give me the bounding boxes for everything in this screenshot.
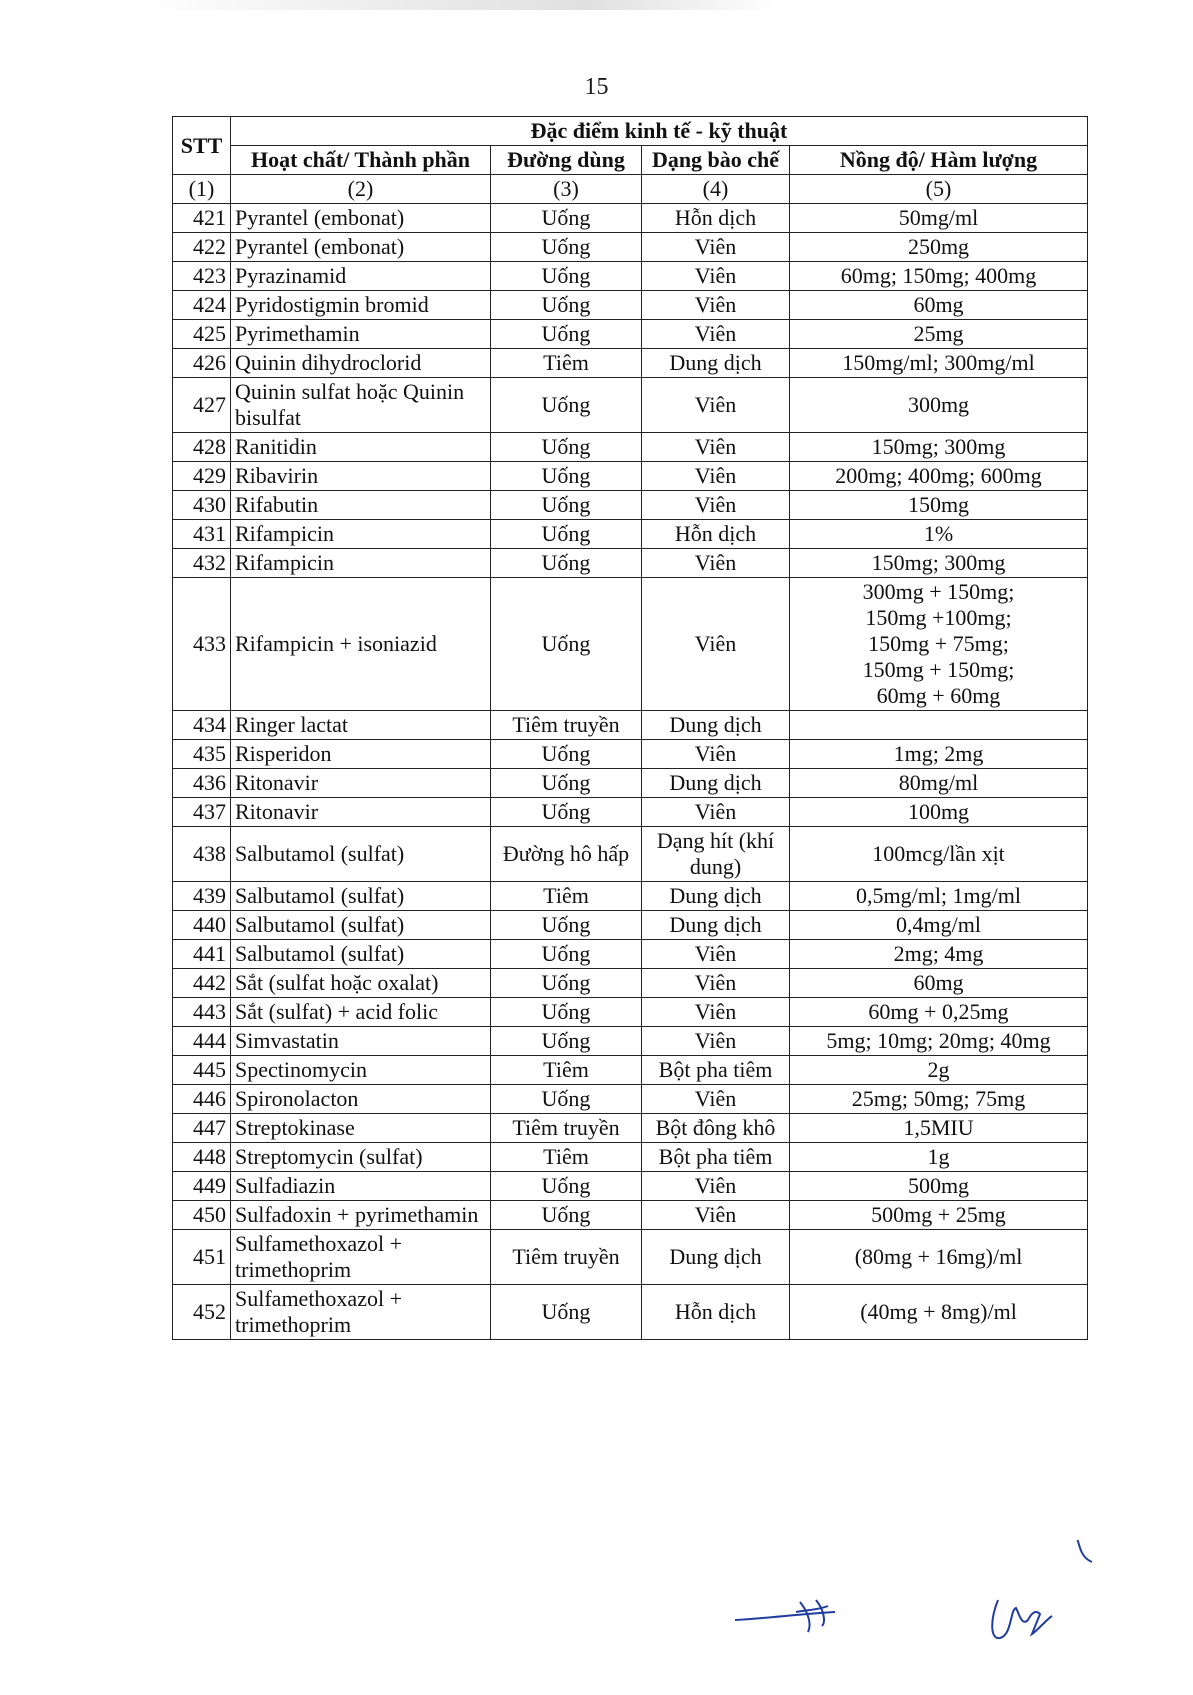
row-dosage-form: Bột pha tiêm [642, 1143, 790, 1172]
table-row [173, 520, 1088, 549]
row-concentration [790, 433, 1088, 462]
row-route: Uống [491, 969, 642, 998]
table-row [173, 1056, 1088, 1085]
concentration-line: 1mg; 2mg [893, 741, 984, 766]
concentration-line: 300mg + 150mg; [862, 579, 1015, 604]
row-dosage-form: Hỗn dịch [642, 520, 790, 549]
concentration-line: (40mg + 8mg)/ml [860, 1299, 1017, 1324]
row-ingredient: Sulfadoxin + pyrimethamin [231, 1201, 491, 1230]
row-ingredient: Sắt (sulfat hoặc oxalat) [231, 969, 491, 998]
row-stt: 446 [173, 1085, 231, 1114]
drug-list-table [172, 116, 1088, 1340]
row-route: Uống [491, 940, 642, 969]
table-row [173, 769, 1088, 798]
row-route: Tiêm [491, 882, 642, 911]
row-concentration [790, 911, 1088, 940]
header-group: Đặc điểm kinh tế - kỹ thuật [231, 117, 1088, 146]
row-route: Uống [491, 998, 642, 1027]
table-row [173, 740, 1088, 769]
row-ingredient: Sulfamethoxazol + trimethoprim [231, 1285, 491, 1340]
row-dosage-form: Dung dịch [642, 769, 790, 798]
concentration-line: 500mg [907, 1173, 970, 1198]
header-route: Đường dùng [491, 146, 642, 175]
row-dosage-form: Viên [642, 578, 790, 711]
row-dosage-form: Viên [642, 940, 790, 969]
concentration-line: 150mg + 150mg; [862, 657, 1015, 682]
row-stt: 434 [173, 711, 231, 740]
row-concentration [790, 378, 1088, 433]
row-stt: 435 [173, 740, 231, 769]
row-stt: 450 [173, 1201, 231, 1230]
page-number: 15 [584, 74, 609, 100]
row-concentration [790, 578, 1088, 711]
concentration-line: 1,5MIU [903, 1115, 974, 1140]
row-ingredient: Spectinomycin [231, 1056, 491, 1085]
row-route: Uống [491, 204, 642, 233]
row-stt: 421 [173, 204, 231, 233]
row-dosage-form: Viên [642, 291, 790, 320]
column-number-row [173, 175, 1088, 204]
table-row [173, 349, 1088, 378]
row-dosage-form: Viên [642, 969, 790, 998]
table-row [173, 827, 1088, 882]
row-stt: 444 [173, 1027, 231, 1056]
table-row [173, 491, 1088, 520]
concentration-line: 60mg; 150mg; 400mg [840, 263, 1037, 288]
row-concentration [790, 291, 1088, 320]
row-route: Uống [491, 911, 642, 940]
row-ingredient: Quinin sulfat hoặc Quinin bisulfat [231, 378, 491, 433]
row-concentration [790, 940, 1088, 969]
row-dosage-form: Bột pha tiêm [642, 1056, 790, 1085]
concentration-line: 25mg; 50mg; 75mg [851, 1086, 1026, 1111]
table-row [173, 940, 1088, 969]
row-dosage-form: Viên [642, 1172, 790, 1201]
concentration-line: 50mg/ml [898, 205, 979, 230]
row-concentration [790, 998, 1088, 1027]
table-row [173, 882, 1088, 911]
row-ingredient: Ritonavir [231, 798, 491, 827]
concentration-line: 25mg [913, 321, 964, 346]
row-dosage-form: Viên [642, 378, 790, 433]
row-stt: 448 [173, 1143, 231, 1172]
row-dosage-form: Viên [642, 1201, 790, 1230]
table-row [173, 320, 1088, 349]
row-route: Uống [491, 578, 642, 711]
row-concentration [790, 1230, 1088, 1285]
row-concentration [790, 769, 1088, 798]
row-route: Uống [491, 1085, 642, 1114]
row-dosage-form: Viên [642, 433, 790, 462]
row-route: Uống [491, 740, 642, 769]
row-concentration [790, 969, 1088, 998]
row-concentration [790, 491, 1088, 520]
row-route: Uống [491, 233, 642, 262]
row-concentration [790, 262, 1088, 291]
header-name: Hoạt chất/ Thành phần [231, 146, 491, 175]
row-stt: 431 [173, 520, 231, 549]
row-concentration [790, 520, 1088, 549]
row-route: Uống [491, 320, 642, 349]
row-stt: 425 [173, 320, 231, 349]
table-row [173, 911, 1088, 940]
row-concentration [790, 1143, 1088, 1172]
row-route: Tiêm truyền [491, 1114, 642, 1143]
row-route: Uống [491, 1285, 642, 1340]
concentration-line: (80mg + 16mg)/ml [854, 1244, 1023, 1269]
row-ingredient: Ribavirin [231, 462, 491, 491]
row-ingredient: Rifampicin [231, 520, 491, 549]
scan-artifact [140, 0, 780, 10]
table-row [173, 578, 1088, 711]
concentration-line: 60mg + 60mg [876, 683, 1001, 708]
signature-mark-left [735, 1600, 835, 1632]
row-stt: 429 [173, 462, 231, 491]
row-ingredient: Spironolacton [231, 1085, 491, 1114]
row-route: Uống [491, 1027, 642, 1056]
header-stt: STT [173, 117, 231, 175]
row-stt: 432 [173, 549, 231, 578]
row-concentration [790, 233, 1088, 262]
row-ingredient: Pyrazinamid [231, 262, 491, 291]
row-route: Uống [491, 769, 642, 798]
concentration-line: 250mg [907, 234, 970, 259]
row-stt: 445 [173, 1056, 231, 1085]
row-dosage-form: Viên [642, 233, 790, 262]
concentration-line: 2mg; 4mg [893, 941, 984, 966]
row-dosage-form: Dung dịch [642, 711, 790, 740]
row-ingredient: Sulfamethoxazol + trimethoprim [231, 1230, 491, 1285]
row-stt: 439 [173, 882, 231, 911]
table-row [173, 1114, 1088, 1143]
row-route: Tiêm truyền [491, 1230, 642, 1285]
row-ingredient: Salbutamol (sulfat) [231, 882, 491, 911]
signature-mark-right [992, 1600, 1052, 1638]
row-ingredient: Pyrantel (embonat) [231, 204, 491, 233]
row-stt: 451 [173, 1230, 231, 1285]
col-number: (5) [790, 175, 1088, 204]
row-concentration [790, 1085, 1088, 1114]
row-concentration [790, 349, 1088, 378]
concentration-line: 300mg [907, 392, 970, 417]
concentration-line: 150mg + 75mg; [868, 631, 1009, 656]
col-number: (1) [173, 175, 231, 204]
row-concentration [790, 1285, 1088, 1340]
row-stt: 423 [173, 262, 231, 291]
row-route: Uống [491, 462, 642, 491]
concentration-line: 1g [927, 1144, 950, 1169]
concentration-line: 80mg/ml [898, 770, 979, 795]
concentration-line: 60mg [913, 292, 964, 317]
row-stt: 443 [173, 998, 231, 1027]
table-row [173, 1172, 1088, 1201]
row-route: Đường hô hấp [491, 827, 642, 882]
row-ingredient: Rifampicin [231, 549, 491, 578]
row-stt: 449 [173, 1172, 231, 1201]
row-ingredient: Ringer lactat [231, 711, 491, 740]
row-dosage-form: Viên [642, 491, 790, 520]
table-header [173, 117, 1088, 204]
row-route: Tiêm truyền [491, 711, 642, 740]
col-number: (3) [491, 175, 642, 204]
row-dosage-form: Hỗn dịch [642, 204, 790, 233]
row-route: Uống [491, 291, 642, 320]
table-row [173, 1285, 1088, 1340]
row-dosage-form: Dung dịch [642, 1230, 790, 1285]
table-row [173, 1230, 1088, 1285]
concentration-line: 60mg [913, 970, 964, 995]
row-dosage-form: Viên [642, 1027, 790, 1056]
row-route: Uống [491, 491, 642, 520]
row-ingredient: Simvastatin [231, 1027, 491, 1056]
row-dosage-form: Viên [642, 549, 790, 578]
row-concentration [790, 1056, 1088, 1085]
row-stt: 424 [173, 291, 231, 320]
row-stt: 427 [173, 378, 231, 433]
row-concentration [790, 549, 1088, 578]
row-concentration [790, 462, 1088, 491]
row-concentration [790, 882, 1088, 911]
row-ingredient: Pyrimethamin [231, 320, 491, 349]
initial-mark-edge [1070, 1540, 1120, 1562]
row-route: Uống [491, 433, 642, 462]
table-row [173, 549, 1088, 578]
row-ingredient: Pyridostigmin bromid [231, 291, 491, 320]
row-dosage-form: Dung dịch [642, 349, 790, 378]
row-stt: 430 [173, 491, 231, 520]
row-dosage-form: Dung dịch [642, 911, 790, 940]
table-row [173, 798, 1088, 827]
row-concentration [790, 204, 1088, 233]
row-dosage-form: Viên [642, 998, 790, 1027]
row-ingredient: Rifabutin [231, 491, 491, 520]
concentration-line: 100mg [907, 799, 970, 824]
row-dosage-form: Viên [642, 262, 790, 291]
row-stt: 437 [173, 798, 231, 827]
table-row [173, 711, 1088, 740]
table-row [173, 998, 1088, 1027]
table-row [173, 969, 1088, 998]
concentration-line: 5mg; 10mg; 20mg; 40mg [826, 1028, 1051, 1053]
row-dosage-form: Dung dịch [642, 882, 790, 911]
row-route: Uống [491, 520, 642, 549]
row-stt: 442 [173, 969, 231, 998]
concentration-line: 1% [923, 521, 954, 546]
row-concentration [790, 320, 1088, 349]
row-route: Tiêm [491, 1143, 642, 1172]
concentration-line: 150mg +100mg; [865, 605, 1012, 630]
col-number: (2) [231, 175, 491, 204]
row-dosage-form: Viên [642, 740, 790, 769]
row-stt: 440 [173, 911, 231, 940]
row-concentration [790, 1201, 1088, 1230]
concentration-line: 2g [927, 1057, 950, 1082]
row-stt: 426 [173, 349, 231, 378]
row-stt: 438 [173, 827, 231, 882]
row-dosage-form: Dạng hít (khí dung) [642, 827, 790, 882]
col-number: (4) [642, 175, 790, 204]
row-route: Uống [491, 549, 642, 578]
row-route: Uống [491, 1201, 642, 1230]
concentration-line: 0,4mg/ml [896, 912, 981, 937]
row-ingredient: Salbutamol (sulfat) [231, 827, 491, 882]
row-concentration [790, 1027, 1088, 1056]
table-row [173, 1143, 1088, 1172]
row-ingredient: Streptokinase [231, 1114, 491, 1143]
row-ingredient: Salbutamol (sulfat) [231, 940, 491, 969]
table-row [173, 204, 1088, 233]
row-concentration [790, 798, 1088, 827]
row-ingredient: Salbutamol (sulfat) [231, 911, 491, 940]
row-route: Uống [491, 1172, 642, 1201]
table-row [173, 433, 1088, 462]
row-stt: 422 [173, 233, 231, 262]
row-ingredient: Streptomycin (sulfat) [231, 1143, 491, 1172]
row-route: Tiêm [491, 1056, 642, 1085]
row-stt: 433 [173, 578, 231, 711]
row-ingredient: Ranitidin [231, 433, 491, 462]
row-stt: 428 [173, 433, 231, 462]
table-row [173, 378, 1088, 433]
row-concentration [790, 1114, 1088, 1143]
table-row [173, 1201, 1088, 1230]
row-dosage-form: Viên [642, 798, 790, 827]
table-body [173, 204, 1088, 1340]
row-ingredient: Rifampicin + isoniazid [231, 578, 491, 711]
concentration-line: 0,5mg/ml; 1mg/ml [855, 883, 1021, 908]
row-ingredient: Sulfadiazin [231, 1172, 491, 1201]
row-route: Uống [491, 798, 642, 827]
row-stt: 441 [173, 940, 231, 969]
row-dosage-form: Hỗn dịch [642, 1285, 790, 1340]
row-concentration [790, 827, 1088, 882]
table-row [173, 1085, 1088, 1114]
header-conc: Nồng độ/ Hàm lượng [790, 146, 1088, 175]
row-ingredient: Sắt (sulfat) + acid folic [231, 998, 491, 1027]
row-dosage-form: Viên [642, 320, 790, 349]
row-stt: 447 [173, 1114, 231, 1143]
concentration-line: 100mcg/lần xịt [872, 841, 1005, 866]
row-stt: 452 [173, 1285, 231, 1340]
table-row [173, 1027, 1088, 1056]
table-row [173, 462, 1088, 491]
row-ingredient: Pyrantel (embonat) [231, 233, 491, 262]
row-route: Uống [491, 378, 642, 433]
table-row [173, 291, 1088, 320]
row-concentration [790, 1172, 1088, 1201]
concentration-line: 150mg [907, 492, 970, 517]
concentration-line: 150mg; 300mg [871, 550, 1006, 575]
table-row [173, 233, 1088, 262]
row-route: Uống [491, 262, 642, 291]
row-dosage-form: Viên [642, 1085, 790, 1114]
row-ingredient: Ritonavir [231, 769, 491, 798]
concentration-line: 150mg; 300mg [871, 434, 1006, 459]
row-stt: 436 [173, 769, 231, 798]
row-route: Tiêm [491, 349, 642, 378]
row-ingredient: Risperidon [231, 740, 491, 769]
row-dosage-form: Bột đông khô [642, 1114, 790, 1143]
row-concentration [790, 711, 1088, 740]
signatures [720, 1540, 1120, 1660]
concentration-line: 150mg/ml; 300mg/ml [842, 350, 1035, 375]
row-dosage-form: Viên [642, 462, 790, 491]
concentration-line: 60mg + 0,25mg [868, 999, 1009, 1024]
row-concentration [790, 740, 1088, 769]
concentration-line: 200mg; 400mg; 600mg [835, 463, 1042, 488]
header-form: Dạng bào chế [642, 146, 790, 175]
concentration-line: 500mg + 25mg [871, 1202, 1006, 1227]
row-ingredient: Quinin dihydroclorid [231, 349, 491, 378]
table-row [173, 262, 1088, 291]
